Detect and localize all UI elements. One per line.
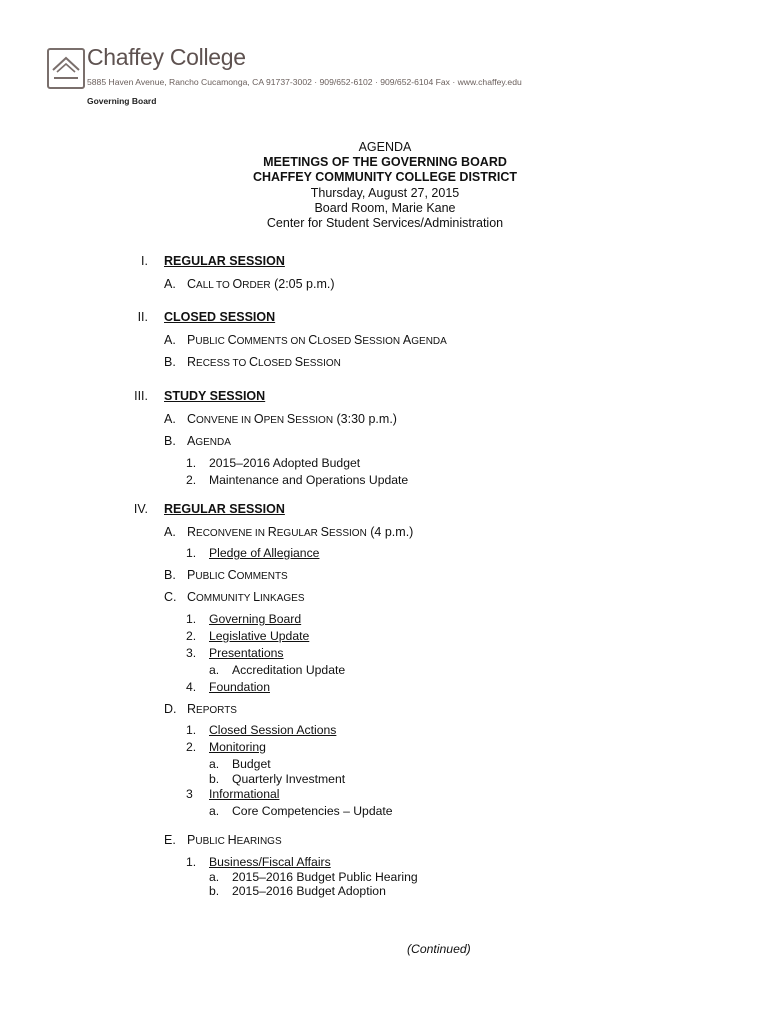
item-letter: E.: [164, 833, 176, 847]
agenda-item-recess: RECESS TO CLOSED SESSION: [187, 355, 341, 369]
sub-item-text: Monitoring: [209, 740, 266, 754]
agenda-item-public-hearings: PUBLIC HEARINGS: [187, 833, 282, 847]
sub-item-text: Legislative Update: [209, 629, 310, 643]
meeting-title: MEETINGS OF THE GOVERNING BOARD: [263, 155, 507, 170]
item-letter: C.: [164, 590, 177, 604]
item-letter: D.: [164, 702, 177, 716]
sub-item-number: 2.: [186, 473, 197, 487]
sub-item-text: Informational: [209, 787, 280, 801]
sub-sub-item-text: Budget: [232, 757, 271, 771]
section-numeral: I.: [141, 254, 148, 268]
sub-item-number: 1.: [186, 612, 197, 626]
sub-sub-item-letter: a.: [209, 870, 220, 884]
college-logo: [47, 48, 85, 89]
sub-sub-item-letter: a.: [209, 804, 220, 818]
continued-note: (Continued): [407, 942, 471, 956]
item-letter: A.: [164, 412, 176, 426]
agenda-item-convene: CONVENE IN OPEN SESSION (3:30 p.m.): [187, 412, 397, 426]
section-title: STUDY SESSION: [164, 389, 266, 403]
sub-item-number: 2.: [186, 740, 197, 754]
house-icon: [49, 50, 83, 87]
sub-sub-item-letter: b.: [209, 772, 220, 786]
sub-item-number: 3: [186, 787, 193, 801]
sub-item-text: Governing Board: [209, 612, 302, 626]
agenda-item-agenda: AGENDA: [187, 434, 231, 448]
sub-item-text: Maintenance and Operations Update: [209, 473, 409, 487]
agenda-item-public-comments: PUBLIC COMMENTS: [187, 568, 288, 582]
sub-sub-item-letter: b.: [209, 884, 220, 898]
sub-item-text: Closed Session Actions: [209, 723, 337, 737]
sub-item-number: 1.: [186, 723, 197, 737]
sub-sub-item-text: Accreditation Update: [232, 663, 346, 677]
agenda-heading: [0, 140, 770, 231]
meeting-date: Thursday, August 27, 2015: [310, 185, 460, 200]
agenda-item-reports: REPORTS: [187, 702, 237, 716]
sub-item-number: 4.: [186, 680, 197, 694]
item-letter: B.: [164, 434, 176, 448]
sub-sub-item-letter: a.: [209, 663, 220, 677]
section-title: REGULAR SESSION: [164, 502, 285, 516]
agenda-item-public-comments-closed: PUBLIC COMMENTS ON CLOSED SESSION AGENDA: [187, 333, 447, 347]
sub-item-text: Pledge of Allegiance: [209, 546, 320, 560]
sub-item-text: Presentations: [209, 646, 284, 660]
sub-sub-item-text: 2015–2016 Budget Public Hearing: [232, 870, 418, 884]
sub-item-text: 2015–2016 Adopted Budget: [209, 456, 361, 470]
sub-item-text: Business/Fiscal Affairs: [209, 855, 331, 869]
section-numeral: II.: [137, 310, 148, 324]
sub-item-number: 1.: [186, 855, 197, 869]
section-title: CLOSED SESSION: [164, 310, 276, 324]
college-name: Chaffey College: [87, 44, 246, 70]
item-letter: B.: [164, 355, 176, 369]
sub-item-number: 2.: [186, 629, 197, 643]
sub-item-number: 1.: [186, 456, 197, 470]
item-letter: A.: [164, 333, 176, 347]
section-title: REGULAR SESSION: [164, 254, 285, 268]
department-label: Governing Board: [87, 96, 157, 106]
sub-sub-item-text: Quarterly Investment: [232, 772, 346, 786]
sub-item-number: 1.: [186, 546, 197, 560]
district-name: CHAFFEY COMMUNITY COLLEGE DISTRICT: [252, 170, 518, 185]
agenda-title: AGENDA: [358, 140, 412, 154]
agenda-item-community-linkages: COMMUNITY LINKAGES: [187, 590, 305, 604]
item-letter: B.: [164, 568, 176, 582]
item-letter: A.: [164, 277, 176, 291]
sub-sub-item-text: 2015–2016 Budget Adoption: [232, 884, 386, 898]
item-letter: A.: [164, 525, 176, 539]
sub-sub-item-text: Core Competencies – Update: [232, 804, 393, 818]
sub-sub-item-letter: a.: [209, 757, 220, 771]
meeting-location: Center for Student Services/Administration: [266, 216, 504, 231]
meeting-room: Board Room, Marie Kane: [314, 200, 456, 215]
agenda-item-call-to-order: CALL TO ORDER (2:05 p.m.): [187, 277, 335, 291]
sub-item-number: 3.: [186, 646, 197, 660]
section-numeral: IV.: [133, 502, 148, 516]
agenda-item-reconvene: RECONVENE IN REGULAR SESSION (4 p.m.): [187, 525, 414, 539]
sub-item-text: Foundation: [209, 680, 270, 694]
college-address: 5885 Haven Avenue, Rancho Cucamonga, CA 91737-3002 · 909/652-6102 · 909/652-6104 Fax · www.chaffey.edu: [87, 77, 522, 87]
section-numeral: III.: [134, 389, 148, 403]
